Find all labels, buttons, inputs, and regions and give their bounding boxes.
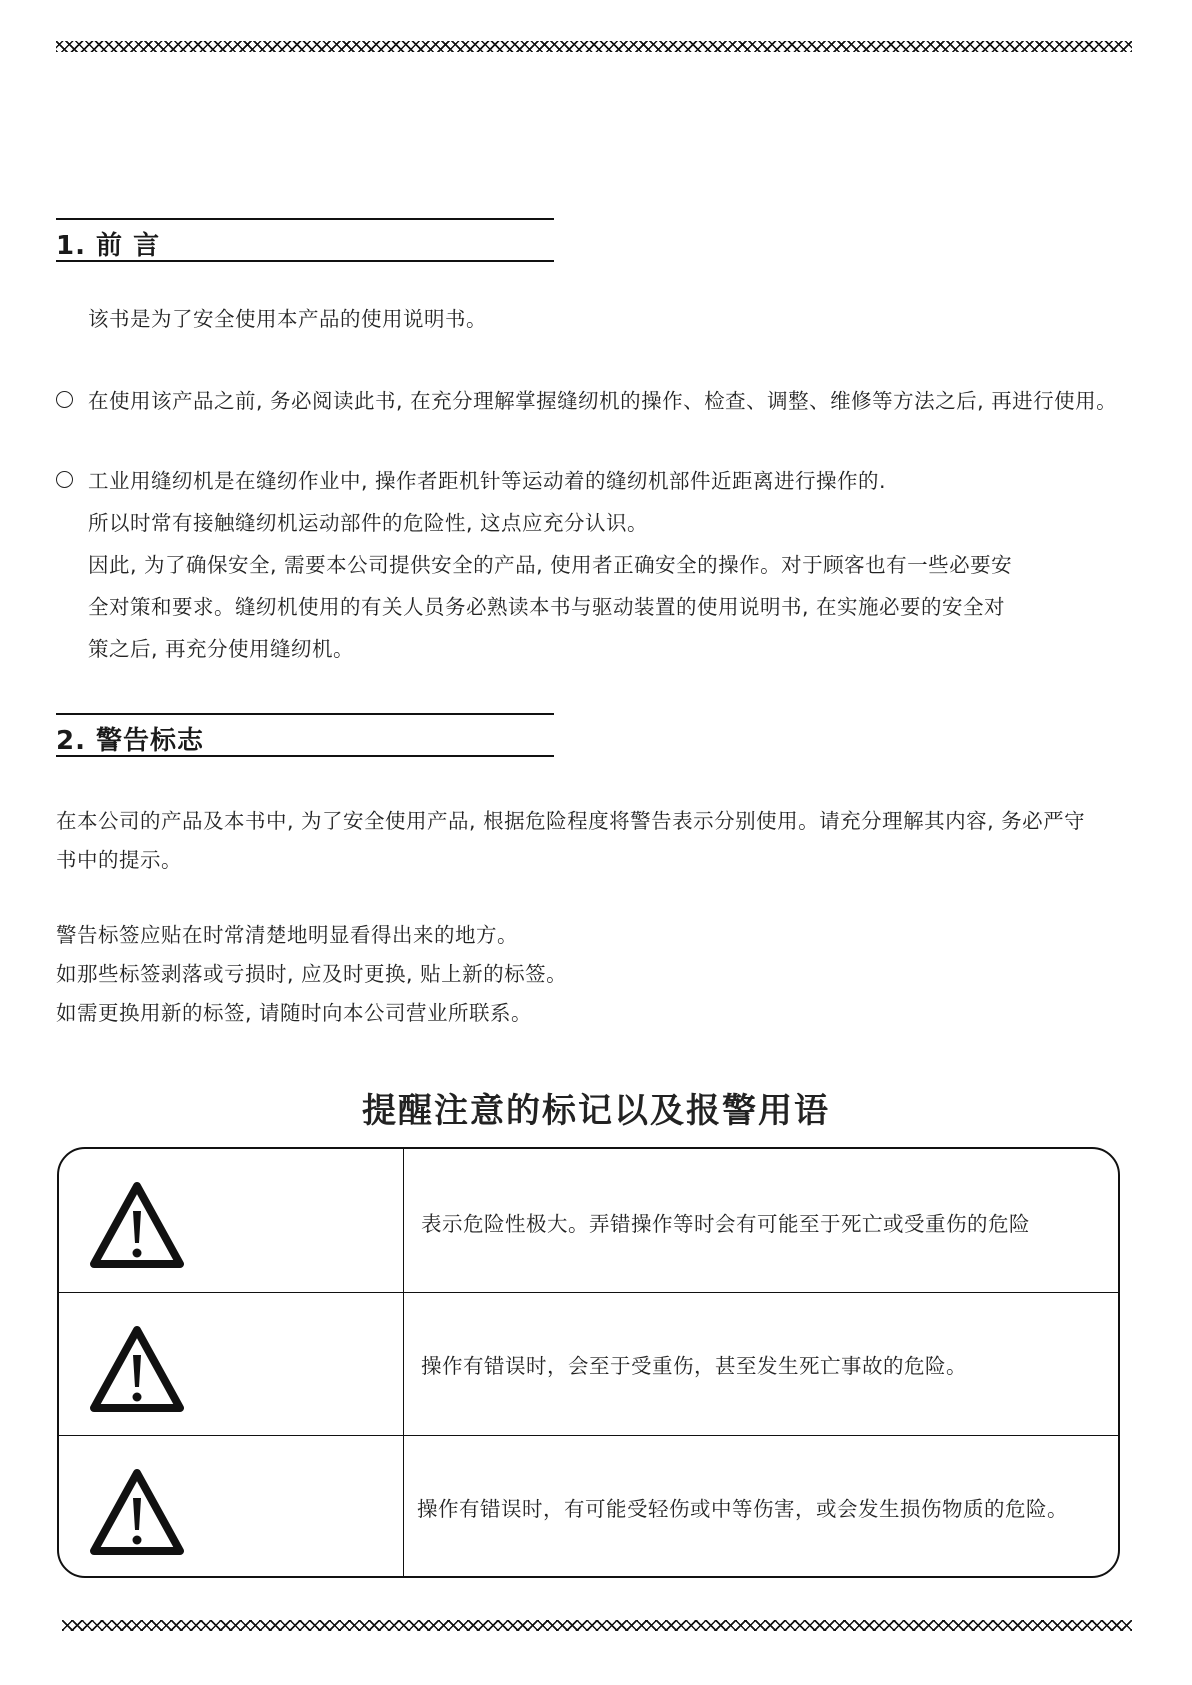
label-note-line: 如需更换用新的标签, 请随时向本公司营业所联系。 bbox=[56, 1001, 533, 1025]
warning-table-row bbox=[59, 1435, 1118, 1578]
warning-table bbox=[57, 1147, 1120, 1578]
section-2-heading: 2. 警告标志 bbox=[56, 726, 205, 756]
bullet-2-line: 策之后, 再充分使用缝纫机。 bbox=[88, 637, 355, 661]
column-divider bbox=[403, 1293, 404, 1436]
bottom-decorative-border bbox=[62, 1620, 1132, 1631]
bullet-2-line: 所以时常有接触缝纫机运动部件的危险性, 这点应充分认识。 bbox=[88, 511, 649, 535]
warning-triangle-icon bbox=[89, 1468, 185, 1556]
warning-row-text: 操作有错误时，会至于受重伤，甚至发生死亡事故的危险。 bbox=[421, 1354, 967, 1378]
warning-intro-line: 书中的提示。 bbox=[56, 848, 182, 872]
label-note-line: 如那些标签剥落或亏损时, 应及时更换, 贴上新的标签。 bbox=[56, 962, 568, 986]
warning-row-text: 操作有错误时，有可能受轻伤或中等伤害，或会发生损伤物质的危险。 bbox=[417, 1497, 1068, 1521]
bullet-circle-icon bbox=[56, 391, 73, 408]
top-decorative-border bbox=[56, 41, 1132, 52]
warning-intro-line: 在本公司的产品及本书中, 为了安全使用产品, 根据危险程度将警告表示分别使用。请充分理解其内容, 务必严守 bbox=[56, 809, 1086, 833]
warning-table-row bbox=[59, 1149, 1118, 1292]
warning-table-row bbox=[59, 1292, 1118, 1436]
bullet-circle-icon bbox=[56, 471, 73, 488]
bullet-2-line: 工业用缝纫机是在缝纫作业中, 操作者距机针等运动着的缝纫机部件近距离进行操作的. bbox=[88, 469, 887, 493]
bullet-2-line: 因此, 为了确保安全, 需要本公司提供安全的产品, 使用者正确安全的操作。对于顾客也有一些必要安 bbox=[88, 553, 1013, 577]
column-divider bbox=[403, 1149, 404, 1292]
section-1-heading-bar bbox=[56, 218, 554, 262]
section-2-heading-bar bbox=[56, 713, 554, 757]
label-note-line: 警告标签应贴在时常清楚地明显看得出来的地方。 bbox=[56, 923, 518, 947]
warning-table-title: 提醒注意的标记以及报警用语 bbox=[362, 1091, 830, 1131]
warning-row-text: 表示危险性极大。弄错操作等时会有可能至于死亡或受重伤的危险 bbox=[421, 1212, 1030, 1236]
column-divider bbox=[403, 1436, 404, 1578]
bullet-1-text: 在使用该产品之前, 务必阅读此书, 在充分理解掌握缝纫机的操作、检查、调整、维修等方法之后, 再进行使用。 bbox=[88, 389, 1118, 413]
warning-triangle-icon bbox=[89, 1325, 185, 1413]
section-1-heading: 1. 前 言 bbox=[56, 231, 161, 261]
warning-triangle-icon bbox=[89, 1181, 185, 1269]
intro-text: 该书是为了安全使用本产品的使用说明书。 bbox=[88, 307, 487, 331]
bullet-2-line: 全对策和要求。缝纫机使用的有关人员务必熟读本书与驱动装置的使用说明书, 在实施必要的安全对 bbox=[88, 595, 1006, 619]
